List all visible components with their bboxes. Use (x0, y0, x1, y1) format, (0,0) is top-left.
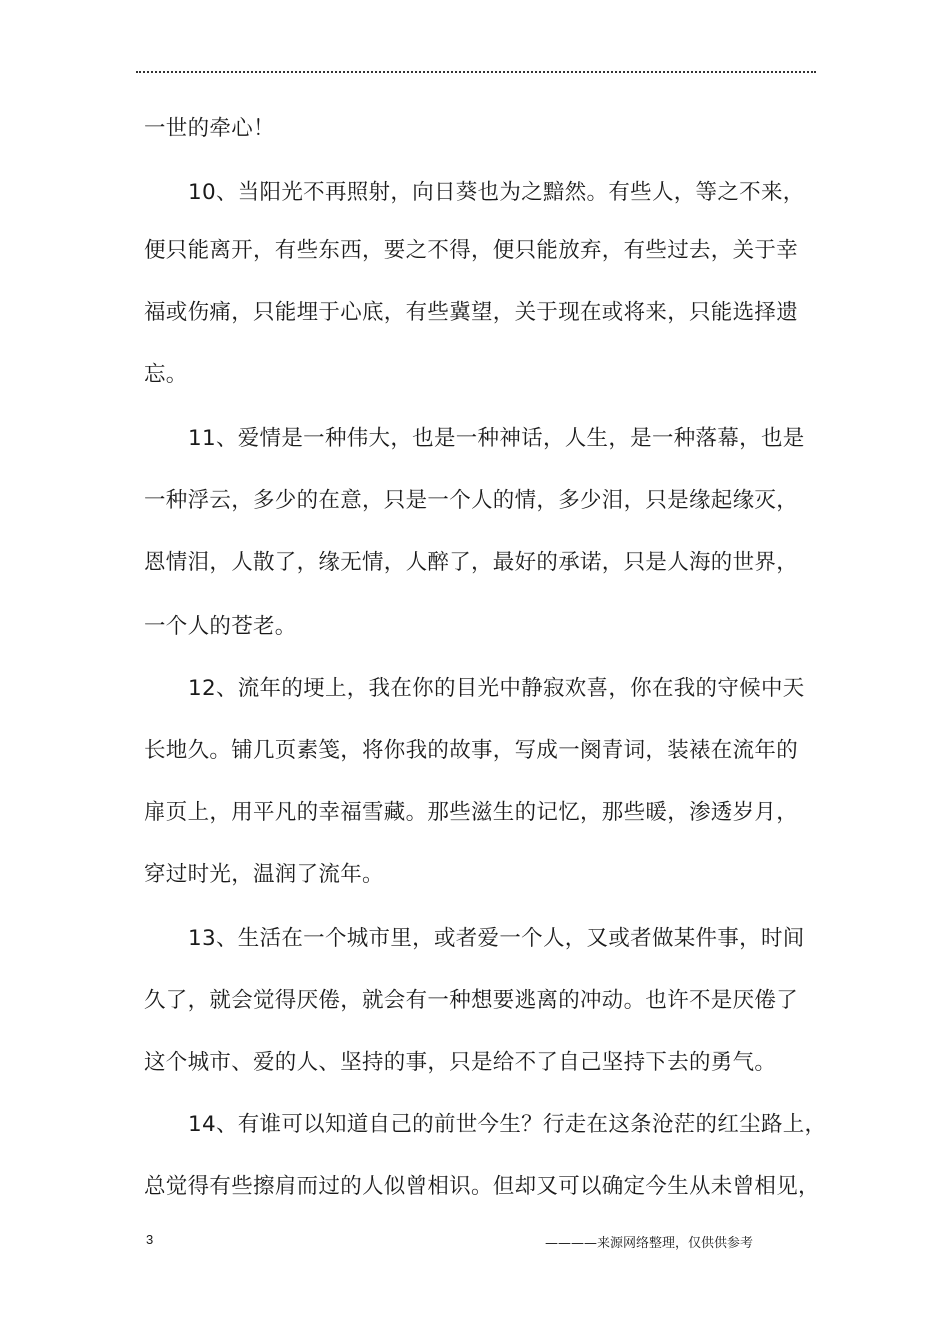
text-line: 恩情泪，人散了，缘无情，人醉了，最好的承诺，只是人海的世界， (144, 550, 799, 575)
text-line: 13、生活在一个城市里，或者爱一个人，又或者做某件事，时间 (188, 926, 805, 951)
text-line: 便只能离开，有些东西，要之不得，便只能放弃，有些过去，关于幸 (144, 238, 799, 263)
page-number: 3 (146, 1232, 154, 1247)
text-line: 忘。 (144, 362, 188, 387)
text-line: 长地久。铺几页素笺，将你我的故事，写成一阕青词，装裱在流年的 (144, 738, 799, 763)
text-line: 福或伤痛，只能埋于心底，有些冀望，关于现在或将来，只能选择遗 (144, 300, 799, 325)
text-line: 久了，就会觉得厌倦，就会有一种想要逃离的冲动。也许不是厌倦了 (144, 988, 799, 1013)
text-line: 穿过时光，温润了流年。 (144, 862, 384, 887)
text-line: 10、当阳光不再照射，向日葵也为之黯然。有些人，等之不来， (188, 180, 805, 205)
header-dotted-rule (136, 71, 816, 73)
text-line: 一个人的苍老。 (144, 614, 297, 639)
text-line: 这个城市、爱的人、坚持的事，只是给不了自己坚持下去的勇气。 (144, 1050, 777, 1075)
text-line: 11、爱情是一种伟大，也是一种神话，人生，是一种落幕，也是 (188, 426, 805, 451)
text-line: 扉页上，用平凡的幸福雪藏。那些滋生的记忆，那些暖，渗透岁月， (144, 800, 799, 825)
text-line: 14、有谁可以知道自己的前世今生？行走在这条沧茫的红尘路上， (188, 1112, 827, 1137)
text-line: 一种浮云，多少的在意，只是一个人的情，多少泪，只是缘起缘灭， (144, 488, 799, 513)
footer-source-note: ————来源网络整理，仅供供参考 (545, 1236, 754, 1251)
text-line: 总觉得有些擦肩而过的人似曾相识。但却又可以确定今生从未曾相见， (144, 1174, 820, 1199)
text-line: 12、流年的埂上，我在你的目光中静寂欢喜，你在我的守候中天 (188, 676, 805, 701)
text-line: 一世的牵心！ (144, 116, 275, 141)
